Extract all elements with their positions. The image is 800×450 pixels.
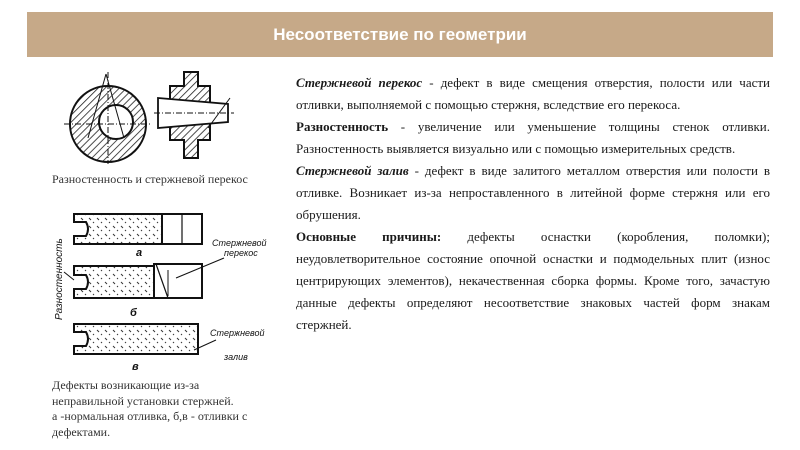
- paragraph-main-causes: [296, 226, 770, 336]
- definition-main-causes: дефекты оснастки (коробления, поломки); неудовлетворительное состояние опочной оснастки и подмодельных плит (износ центрирующих элементов), некачественная сборка формы. Кроме того, зачастую данные дефекты определяют несоответствие знаковых частей форм знакам стержней.: [296, 229, 770, 332]
- castings-caption-line: неправильной установки стержней.: [52, 393, 234, 408]
- note-zaliv-line2: залив: [224, 352, 248, 362]
- side-label: Разностенность: [54, 238, 65, 320]
- label-b: б: [130, 307, 137, 319]
- core-shift-caption: Разностенность и стержневой перекос: [52, 172, 248, 186]
- longitudinal-section-drawing: [154, 72, 234, 158]
- note-perekos-line2: перекос: [224, 248, 258, 258]
- castings-defects-figure: [48, 200, 284, 378]
- term-wall-variation: Разностенность: [296, 119, 389, 134]
- casting-a: [74, 214, 202, 244]
- label-a: а: [136, 247, 143, 259]
- paragraph-core-fill: [296, 160, 770, 226]
- definition-core-fill: - дефект в виде залитого металлом отверстия или полости в отливке. Возникает из-за непроставленного в литейной форме стержня или его обрушения.: [296, 163, 770, 222]
- castings-caption-line: дефектами.: [52, 424, 111, 439]
- paragraph-wall-variation: [296, 116, 770, 160]
- slide-title: Несоответствие по геометрии: [273, 24, 527, 44]
- casting-v: [74, 324, 198, 354]
- castings-caption-line: Дефекты возникающие из-за: [52, 378, 200, 392]
- casting-b: [74, 264, 202, 298]
- core-shift-figure: [58, 64, 236, 168]
- term-core-shift: Стержневой перекос: [296, 75, 423, 90]
- definition-core-shift: - дефект в виде смещения отверстия, полости или части отливки, выполняемой с помощью стержня, вследствие его перекоса.: [296, 75, 770, 112]
- term-main-causes: Основные причины:: [296, 229, 442, 244]
- round-section-drawing: [64, 72, 152, 164]
- castings-caption-line: а -нормальная отливка, б,в - отливки с: [52, 409, 248, 423]
- title-bar: [27, 12, 773, 57]
- definition-wall-variation: - увеличение или уменьшение толщины стенок отливки. Разностенность выявляется визуально или с помощью измерительных средств.: [296, 119, 770, 156]
- label-v: в: [132, 361, 139, 373]
- castings-caption: [52, 378, 292, 440]
- paragraph-core-shift: [296, 72, 770, 116]
- note-perekos-line1: Стержневой: [212, 238, 267, 248]
- term-core-fill: Стержневой залив: [296, 163, 409, 178]
- note-zaliv-line1: Стержневой: [210, 328, 265, 338]
- definitions-text: [296, 72, 770, 336]
